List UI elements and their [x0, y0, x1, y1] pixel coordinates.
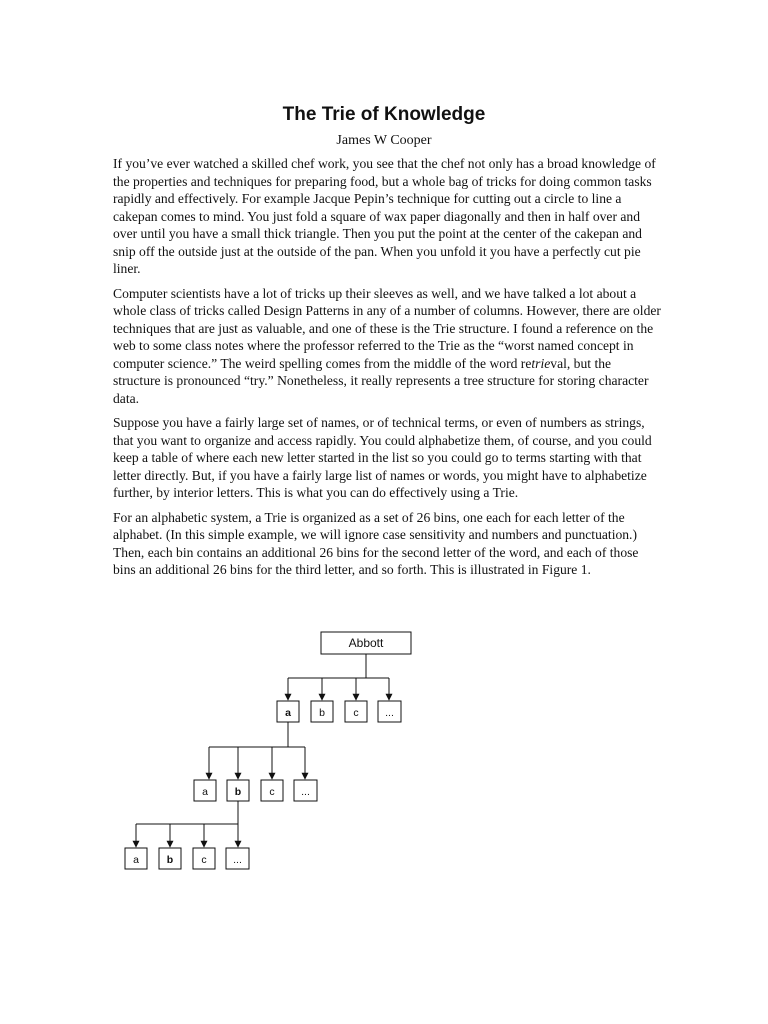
level3-node-c: c [201, 854, 207, 866]
paragraph-1: If you’ve ever watched a skilled chef work, you see that the chef not only has a broad knowledge of the properties and techniques for preparing food, but a whole bag of tricks for doing common tasks rapidly and effectively. For example Jacque Pepin’s technique for cutting out a circle to line a cakepan comes to mind. You just fold a square of wax paper diagonally and then in half over and over until you have a small thick triangle. Then you put the point at the center of the cakepan and snip off the outside just at the outside of the pan. When you unfold it you have a perfectly cut pie liner. [113, 156, 656, 276]
level1-node-b: b [319, 707, 325, 719]
paragraph-4: For an alphabetic system, a Trie is organized as a set of 26 bins, one each for each letter of the alphabet. (In this simple example, we will ignore case sensitivity and numbers and punctuation.) Then, each bin contains an additional 26 bins for the second letter of the word, and each of those bins an additional 26 bins for the third letter, and so forth. This is illustrated in Figure 1. [113, 509, 639, 577]
document-title: The Trie of Knowledge [282, 104, 486, 125]
level1-node-more: ... [385, 707, 394, 719]
paragraph-2-part-2: val, but the structure is pronounced “try.” Nonetheless, it really represents a tree structure for storing character data. [113, 355, 649, 406]
italic-word: trie [531, 355, 551, 371]
paragraph-3: Suppose you have a fairly large set of names, or of technical terms, or even of numbers as strings, that you want to organize and access rapidly. You could alphabetize them, of course, and you could keep a table of where each new letter started in the list so you could go to terms starting with that letter directly. But, if you have a fairly large list of names or words, you might have to alphabetize further, by interior letters. This is what you can do effectively using a Trie. [113, 415, 652, 500]
connectors-level2 [209, 722, 305, 779]
level1-node-a: a [285, 707, 291, 719]
level2-node-c: c [269, 786, 275, 798]
document-author: James W Cooper [336, 133, 432, 148]
trie-level2 [194, 780, 317, 801]
paragraph-2-part-1: Computer scientists have a lot of tricks up their sleeves as well, and we have talked a lot about a whole class of tricks called Design Patterns in any of a number of columns. However, there are older techniques that are just as valuable, and one of these is the Trie structure. I found a reference on the web to some class notes where the professor referred to the Trie as the “worst named concept in computer science.” The weird spelling comes from the middle of the word re [113, 285, 661, 371]
connectors-level3 [136, 801, 238, 847]
trie-level1 [277, 701, 401, 722]
level2-node-b: b [234, 786, 242, 798]
trie-level3 [125, 848, 249, 869]
level2-node-more: ... [301, 786, 310, 798]
trie-root-label: Abbott [348, 636, 384, 650]
connectors-level1 [288, 654, 389, 700]
trie-root-node [321, 632, 411, 654]
level3-node-b: b [166, 854, 174, 866]
level2-node-a: a [202, 786, 208, 798]
level3-node-a: a [133, 854, 139, 866]
level1-node-c: c [353, 707, 359, 719]
level3-node-more: ... [233, 854, 242, 866]
